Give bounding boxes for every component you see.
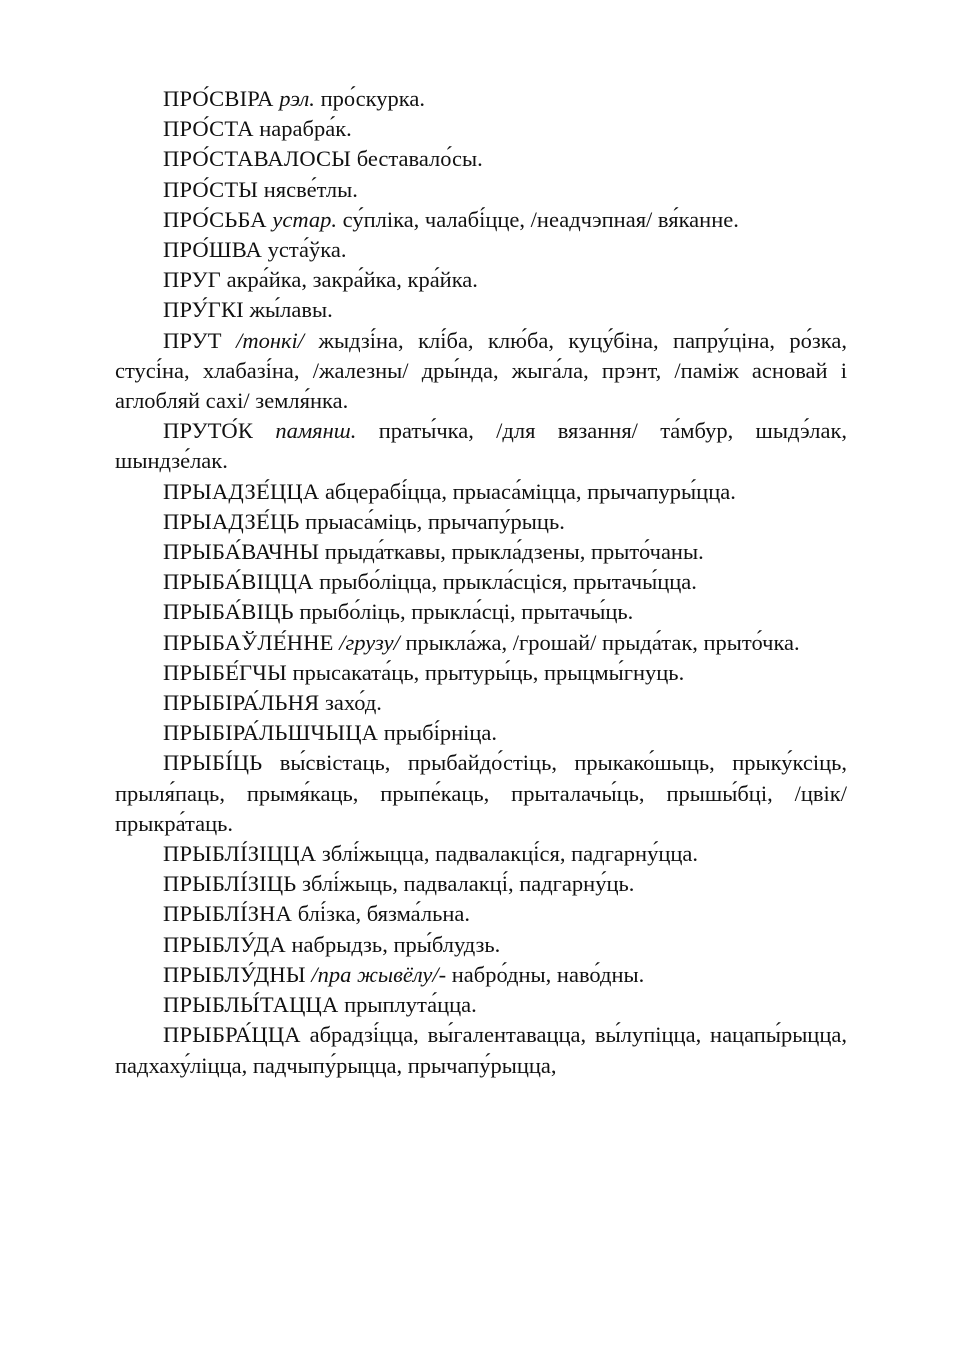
synonyms: уста́ўка. xyxy=(267,237,347,263)
synonyms: про́скурка. xyxy=(320,86,425,111)
headword: ПРО́СТА xyxy=(163,116,254,142)
headword: ПРЫБІ́ЦЬ xyxy=(163,750,263,776)
dictionary-entry xyxy=(115,869,847,899)
synonyms: жы́лавы. xyxy=(249,297,333,323)
synonyms: нясве́тлы. xyxy=(263,176,358,202)
synonyms: беставало́сы. xyxy=(356,146,483,172)
synonyms: прыплута́цца. xyxy=(344,992,477,1018)
headword: ПРО́СТАВАЛОСЫ xyxy=(163,146,352,172)
synonyms: прыбо́ліцца, прыкла́сціся, прытачы́цца. xyxy=(319,569,697,595)
dictionary-entry xyxy=(115,688,847,718)
synonyms: абрадзі́цца, вы́галентавацца, вы́лупіцца, нацапы́рыцца, падхаху́ліцца, падчыпу́рыцца, прычапу́рыцца, xyxy=(115,1022,848,1078)
dictionary-entry xyxy=(115,416,847,476)
synonyms: набро́дны, наво́дны. xyxy=(451,961,645,987)
usage-label: /пра жывёлу/- xyxy=(311,961,447,987)
dictionary-entry xyxy=(115,205,847,235)
usage-label: рэл. xyxy=(279,86,315,111)
headword: ПРЫБРА́ЦЦА xyxy=(163,1022,301,1048)
headword: ПРО́СТЫ xyxy=(163,176,259,202)
dictionary-entry xyxy=(115,1020,847,1080)
headword: ПРЫБЕ́ГЧЫ xyxy=(163,659,287,685)
usage-label: памянш. xyxy=(275,418,357,444)
headword: ПРУТО́К xyxy=(163,418,254,444)
dictionary-entry xyxy=(115,839,847,869)
synonyms: праты́чка, /для вязання/ та́мбур, шыдэ́лак, шындзе́лак. xyxy=(115,418,848,474)
headword: ПРЫБА́ВІЦЦА xyxy=(163,569,314,595)
dictionary-entry xyxy=(115,899,847,929)
dictionary-entry xyxy=(115,537,847,567)
dictionary-entry xyxy=(115,718,847,748)
synonyms: жыдзі́на, клі́ба, клю́ба, куцу́біна, папру́ціна, ро́зка, стусі́на, хлабазі́на, /жалезны/ дры́нда, жыга́ла, прэнт, /паміж асновай і аглобляй сахі/ земля́нка. xyxy=(115,327,847,414)
synonyms: нарабра́к. xyxy=(259,116,352,142)
headword: ПРЫБЛІ́ЗІЦЦА xyxy=(163,841,317,867)
headword: ПРО́СЬБА xyxy=(163,206,267,232)
dictionary-entry xyxy=(115,175,847,205)
synonyms: зблі́жыць, падвалакці́, падгарну́ць. xyxy=(302,871,635,897)
dictionary-page xyxy=(115,84,847,1081)
dictionary-entry xyxy=(115,84,847,114)
synonyms: су́пліка, чалабі́цце, /неадчэпная/ вя́канне. xyxy=(342,206,739,232)
dictionary-entry xyxy=(115,597,847,627)
synonyms: захо́д. xyxy=(324,690,382,716)
synonyms: абцерабі́цца, прыаса́міцца, прычапуры́цца. xyxy=(324,478,736,504)
headword: ПРУТ xyxy=(163,327,222,353)
headword: ПРЫБЛЫ́ТАЦЦА xyxy=(163,992,339,1018)
synonyms: акра́йка, закра́йка, кра́йка. xyxy=(226,267,478,293)
synonyms: набрыдзь, пры́блудзь. xyxy=(291,931,501,957)
headword: ПРЫБІРА́ЛЬШЧЫЦА xyxy=(163,720,379,746)
synonyms: прыкла́жа, /грошай/ прыда́так, прыто́чка. xyxy=(405,629,800,655)
synonyms: прыбо́ліць, прыкла́сці, прытачы́ць. xyxy=(299,599,634,625)
dictionary-entry xyxy=(115,114,847,144)
headword: ПРЫБАЎЛЕ́ННЕ xyxy=(163,629,334,655)
dictionary-entry xyxy=(115,990,847,1020)
usage-label: /тонкі/ xyxy=(236,327,305,353)
synonyms: прысаката́ць, прытуры́ць, прыцмы́гнуць. xyxy=(292,659,685,685)
synonyms: вы́свістаць, прыбайдо́стіць, прыкако́шыць, прыку́ксіць, прыля́паць, прымя́каць, прыпе́каць, прыталачы́ць, прышы́бці, /цвік/ прыкра́таць. xyxy=(115,750,848,836)
dictionary-entry xyxy=(115,628,847,658)
headword: ПРУ́ГКІ xyxy=(163,297,244,323)
headword: ПРЫБА́ВАЧНЫ xyxy=(163,539,320,565)
dictionary-entry xyxy=(115,507,847,537)
dictionary-entry xyxy=(115,326,847,417)
synonyms: прыаса́міць, прычапу́рыць. xyxy=(305,508,565,534)
usage-label: устар. xyxy=(272,206,338,232)
headword: ПРЫБЛУ́ДА xyxy=(163,931,286,957)
headword: ПРУГ xyxy=(163,267,221,293)
synonyms: прыда́ткавы, прыкла́дзены, прыто́чаны. xyxy=(324,539,704,565)
dictionary-entry xyxy=(115,144,847,174)
dictionary-entry xyxy=(115,930,847,960)
dictionary-entry xyxy=(115,567,847,597)
dictionary-entry xyxy=(115,658,847,688)
headword: ПРЫБЛІ́ЗНА xyxy=(163,901,293,927)
dictionary-entry xyxy=(115,960,847,990)
headword: ПРЫБА́ВІЦЬ xyxy=(163,599,294,625)
dictionary-entry xyxy=(115,477,847,507)
synonyms: прыбі́рніца. xyxy=(383,720,498,746)
headword: ПРО́ШВА xyxy=(163,237,263,263)
synonyms: блі́зка, бязма́льна. xyxy=(297,901,471,927)
dictionary-entry xyxy=(115,235,847,265)
headword: ПРО́СВІРА xyxy=(163,86,274,111)
headword: ПРЫАДЗЕ́ЦЬ xyxy=(163,508,300,534)
headword: ПРЫБЛІ́ЗІЦЬ xyxy=(163,871,297,897)
dictionary-entry xyxy=(115,295,847,325)
dictionary-entry xyxy=(115,748,847,839)
dictionary-entry xyxy=(115,265,847,295)
synonyms: зблі́жыцца, падвалакці́ся, падгарну́цца. xyxy=(321,841,699,867)
headword: ПРЫАДЗЕ́ЦЦА xyxy=(163,478,320,504)
usage-label: /грузу/ xyxy=(339,629,400,655)
headword: ПРЫБЛУ́ДНЫ xyxy=(163,961,306,987)
headword: ПРЫБІРА́ЛЬНЯ xyxy=(163,690,320,716)
